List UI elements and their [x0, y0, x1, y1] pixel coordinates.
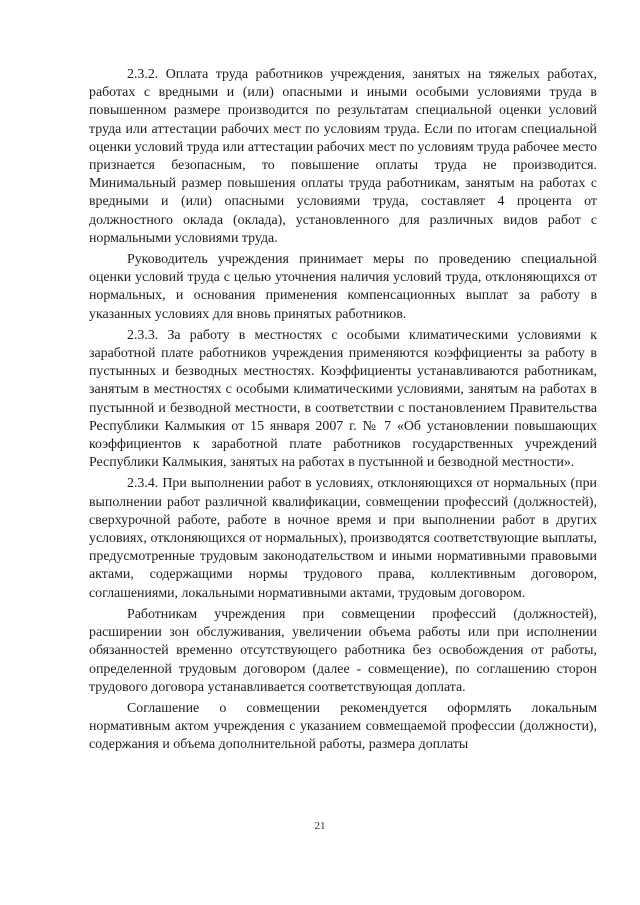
paragraph-combination-agreement: Соглашение о совмещении рекомендуется оформлять локальным нормативным актом учреждения с указанием совмещаемой профессии (должности), содержания и объема дополнительной работы, размера доплаты [89, 700, 597, 753]
page-number: 21 [314, 820, 326, 832]
body-text [89, 66, 597, 755]
paragraph-combination-pay: Работникам учреждения при совмещении профессий (должностей), расширении зон обслуживания, увеличении объема работы или при исполнении обязанностей временно отсутствующего работника без освобождения от работы, определенной трудовым договором (далее - совмещение), по соглашению сторон трудового договора устанавливается соответствующая доплата. [89, 606, 597, 695]
paragraph-manager-measures: Руководитель учреждения принимает меры по проведению специальной оценки условий труда с целью уточнения наличия условий труда, отклоняющихся от нормальных, и основания применения компенсационных выплат за работу в указанных условиях для вновь принятых работников. [89, 252, 597, 322]
paragraph-2-3-2: 2.3.2. Оплата труда работников учреждения, занятых на тяжелых работах, работах с вредными и (или) опасными и иными особыми условиями труда в повышенном размере производится по результатам специальной оценки условий труда или аттестации рабочих мест по условиям труда. Если по итогам специальной оценки условий труда или аттестации рабочих мест по условиям труда рабочее место признается безопасным, то повышение оплаты труда не производится. Минимальный размер повышения оплаты труда работникам, занятым на работах с вредными и (или) опасными условиями труда, составляет 4 процента от должностного оклада (оклада), установленного для различных видов работ с нормальными условиями труда. [89, 67, 597, 246]
paragraph-2-3-4: 2.3.4. При выполнении работ в условиях, отклоняющихся от нормальных (при выполнении работ различной квалификации, совмещении профессий (должностей), сверхурочной работе, работе в ночное время и при выполнении работ в других условиях, отклоняющихся от нормальных), производятся соответствующие выплаты, предусмотренные трудовым законодательством и иными нормативными правовыми актами, содержащими нормы трудового права, коллективным договором, соглашениями, локальными нормативными актами, трудовым договором. [89, 476, 597, 601]
paragraph-2-3-3: 2.3.3. За работу в местностях с особыми климатическими условиями к заработной плате работников учреждения применяются коэффициенты за работу в пустынных и безводных местностях. Коэффициенты устанавливаются работникам, занятым в местностях с особыми климатическими условиями, занятым на работах в пустынной и безводной местности, в соответствии с постановлением Правительства Республики Калмыкия от 15 января 2007 г. № 7 «Об установлении повышающих коэффициентов к заработной плате работников государственных учреждений Республики Калмыкия, занятых на работах в пустынной и безводной местности». [89, 327, 597, 471]
